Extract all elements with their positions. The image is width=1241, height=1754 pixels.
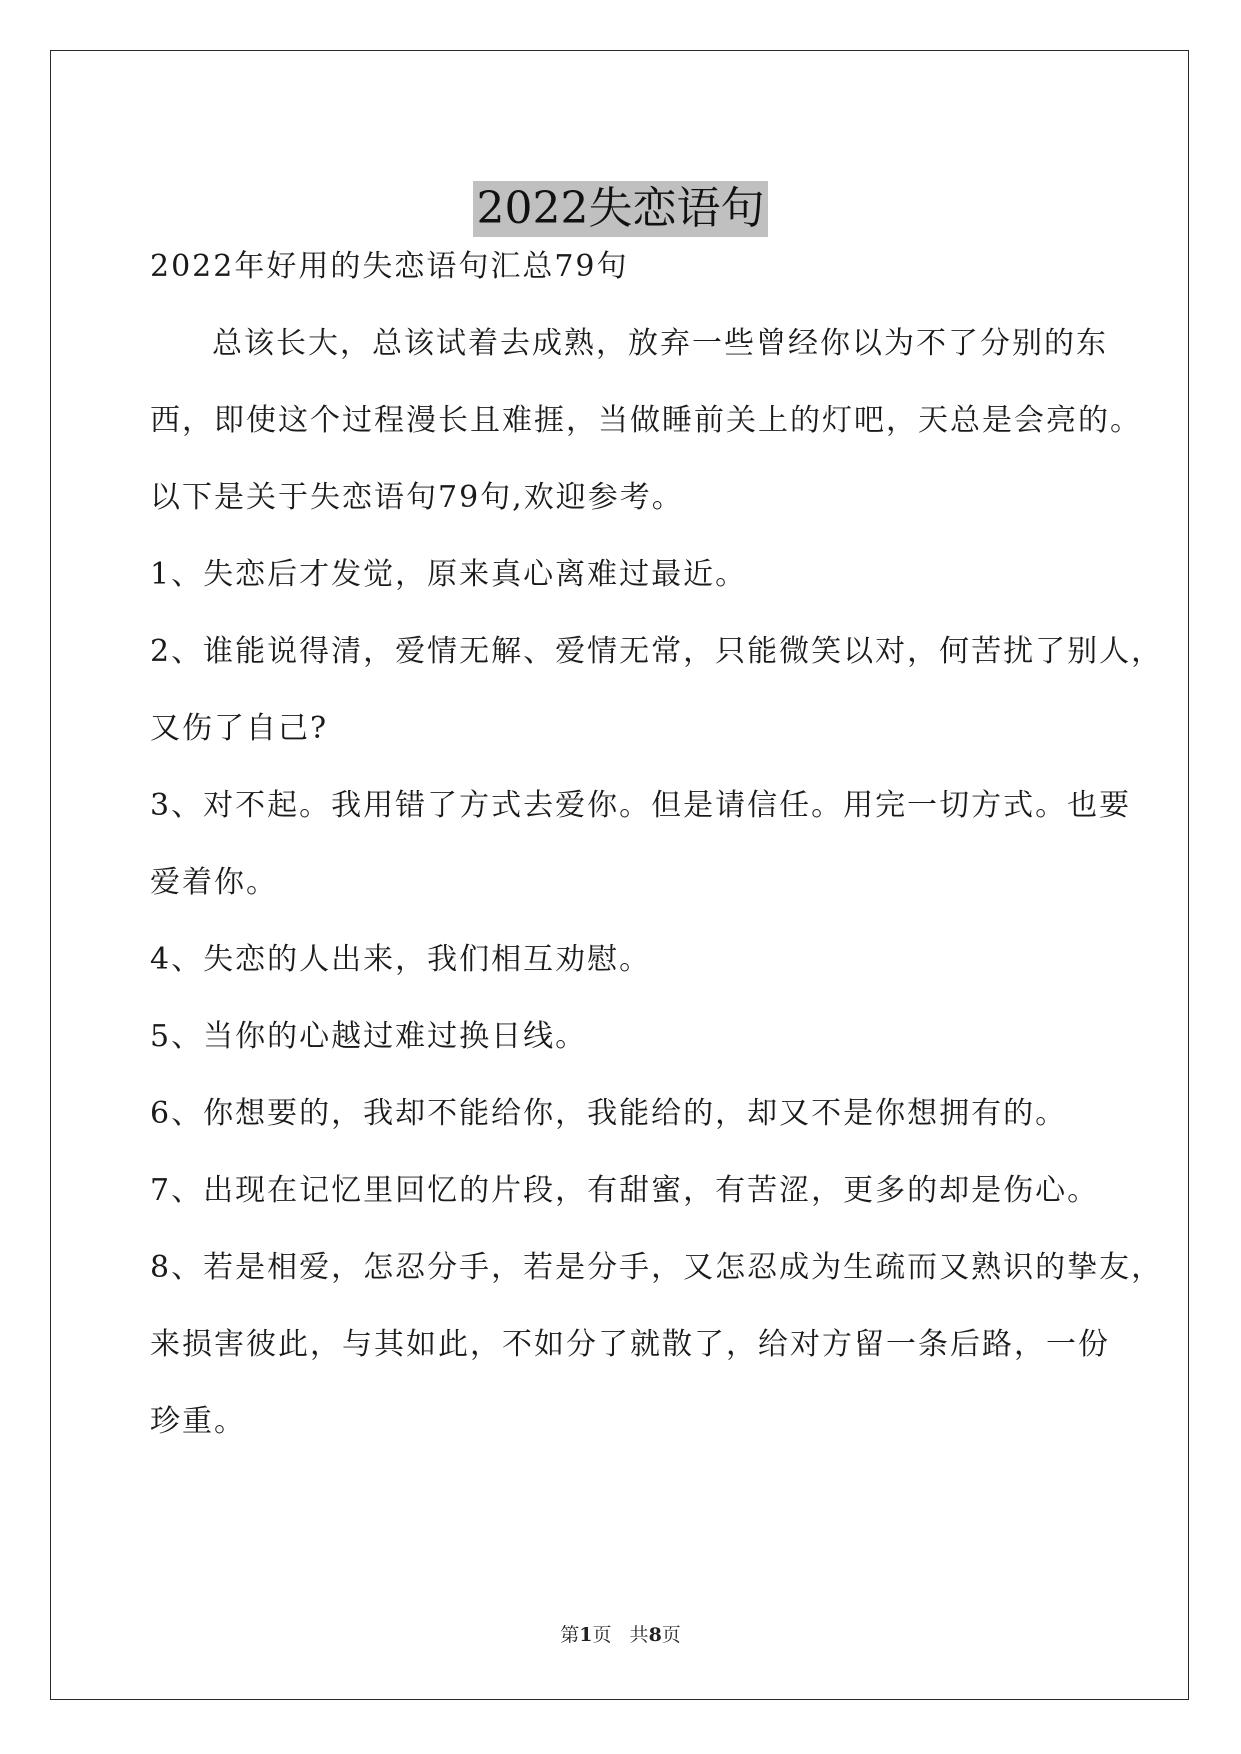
text-line: 总该长大，总该试着去成熟，放弃一些曾经你以为不了分别的东 (212, 326, 1108, 361)
text-line: 爱着你。 (150, 865, 278, 900)
text-line: 6、你想要的，我却不能给你，我能给的，却又不是你想拥有的。 (150, 1096, 1068, 1131)
document-body (150, 228, 1164, 1460)
footer-middle: 页 共 (592, 1624, 649, 1646)
text-line: 7、出现在记忆里回忆的片段，有甜蜜，有苦涩，更多的却是伤心。 (150, 1173, 1100, 1208)
total-page-count: 8 (648, 1624, 662, 1646)
text-line: 又伤了自己? (150, 711, 329, 746)
text-line: 8、若是相爱，怎忍分手，若是分手，又怎忍成为生疏而又熟识的挚友， (150, 1250, 1164, 1285)
document-title: 2022失恋语句 (473, 181, 769, 237)
text-line: 以下是关于失恋语句79句,欢迎参考。 (150, 480, 684, 515)
current-page-number: 1 (579, 1624, 593, 1646)
text-line: 珍重。 (150, 1404, 246, 1439)
text-line: 1、失恋后才发觉，原来真心离难过最近。 (150, 557, 748, 592)
footer-suffix: 页 (661, 1624, 681, 1646)
footer-prefix: 第 (560, 1624, 580, 1646)
text-line: 4、失恋的人出来，我们相互劝慰。 (150, 942, 652, 977)
text-line: 5、当你的心越过难过换日线。 (150, 1019, 588, 1054)
text-line: 来损害彼此，与其如此，不如分了就散了，给对方留一条后路，一份 (150, 1327, 1110, 1362)
text-line: 西，即使这个过程漫长且难捱，当做睡前关上的灯吧，天总是会亮的。 (150, 403, 1142, 438)
text-line: 3、对不起。我用错了方式去爱你。但是请信任。用完一切方式。也要 (150, 788, 1132, 823)
page-footer (0, 1620, 1241, 1647)
text-line: 2、谁能说得清，爱情无解、爱情无常，只能微笑以对，何苦扰了别人， (150, 634, 1164, 669)
text-line: 2022年好用的失恋语句汇总79句 (150, 249, 629, 284)
